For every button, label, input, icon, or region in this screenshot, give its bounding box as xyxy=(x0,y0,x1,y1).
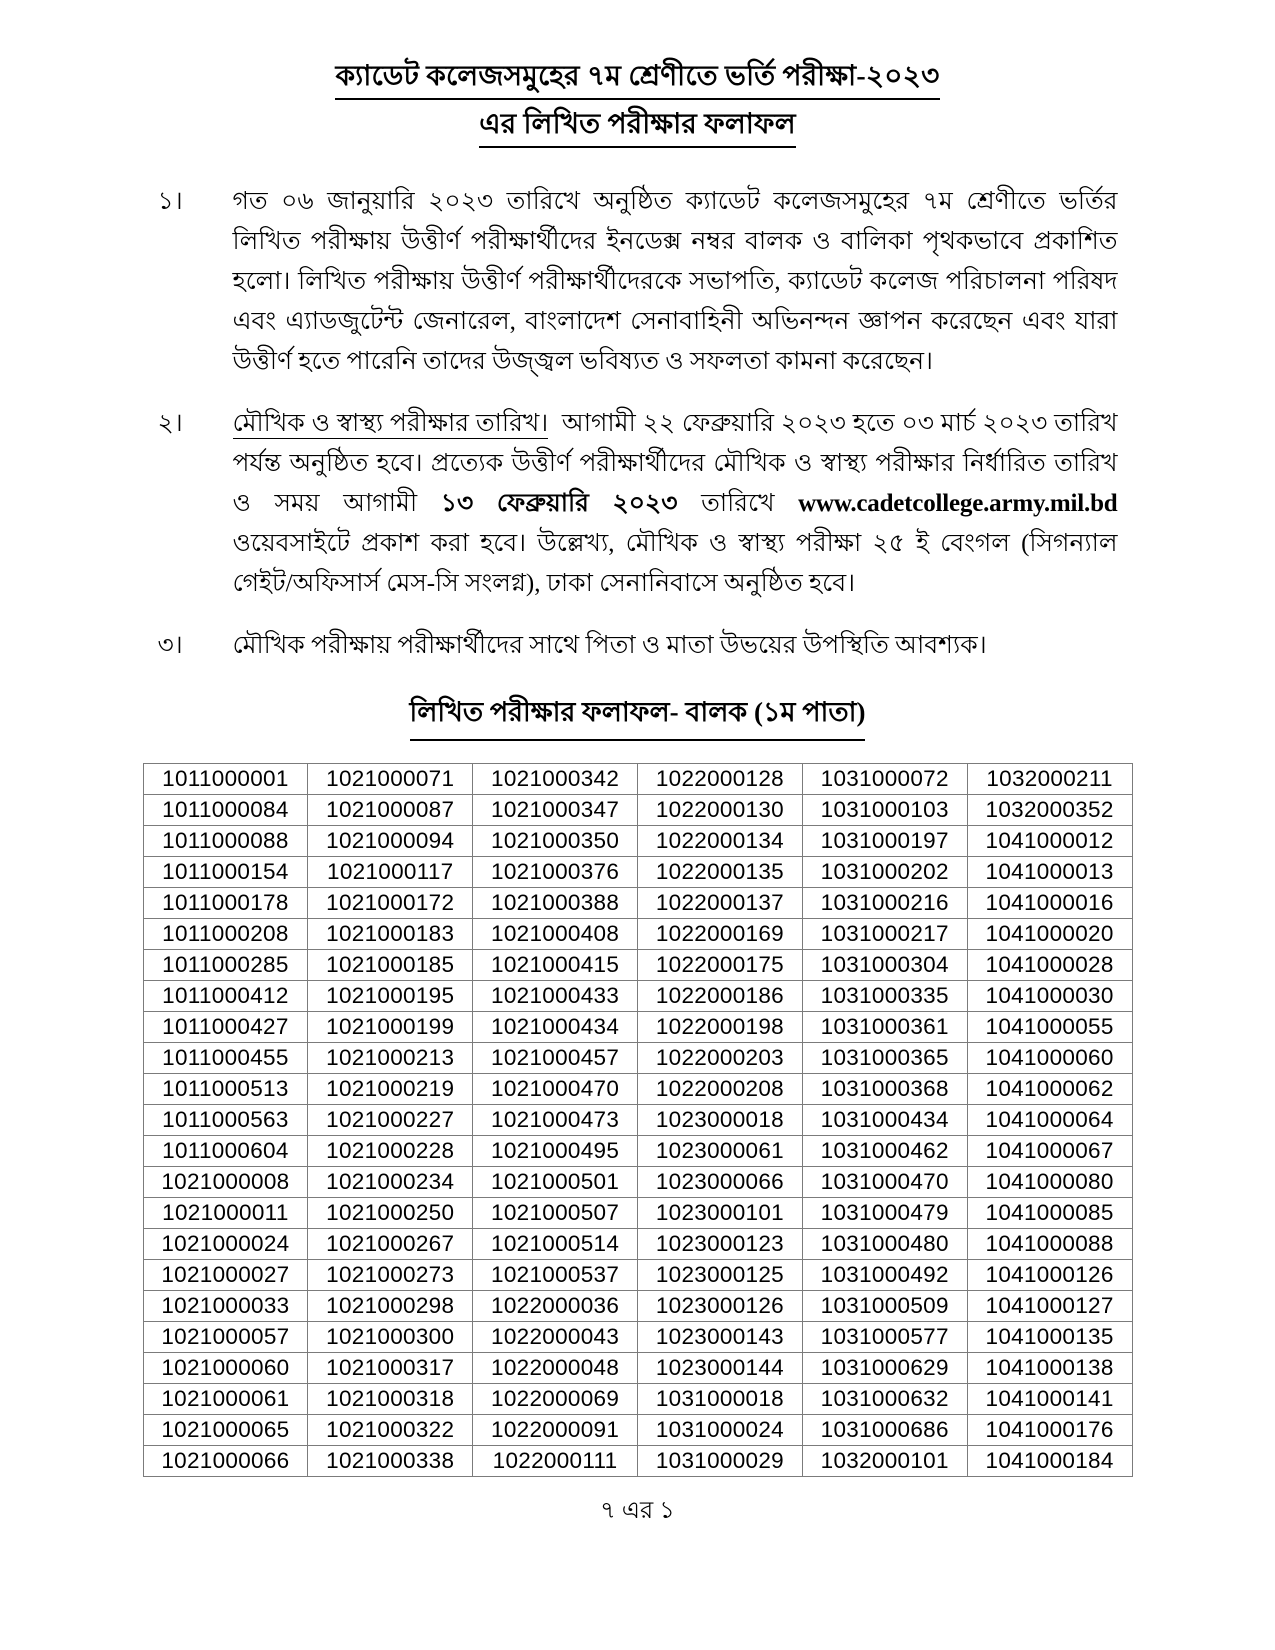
roll-number-cell: 1021000408 xyxy=(473,919,638,950)
result-table-wrap xyxy=(143,763,1133,1477)
table-row xyxy=(143,1043,1132,1074)
roll-number-cell: 1041000016 xyxy=(967,888,1132,919)
roll-number-cell: 1021000537 xyxy=(473,1260,638,1291)
roll-number-cell: 1021000514 xyxy=(473,1229,638,1260)
table-row xyxy=(143,1198,1132,1229)
roll-number-cell: 1022000134 xyxy=(637,826,802,857)
roll-number-cell: 1021000024 xyxy=(143,1229,308,1260)
roll-number-cell: 1023000125 xyxy=(637,1260,802,1291)
roll-number-cell: 1041000127 xyxy=(967,1291,1132,1322)
roll-number-cell: 1023000123 xyxy=(637,1229,802,1260)
roll-number-cell: 1021000066 xyxy=(143,1446,308,1477)
roll-number-cell: 1021000267 xyxy=(308,1229,473,1260)
roll-number-cell: 1011000001 xyxy=(143,764,308,795)
roll-number-cell: 1041000184 xyxy=(967,1446,1132,1477)
table-row xyxy=(143,1136,1132,1167)
roll-number-cell: 1021000322 xyxy=(308,1415,473,1446)
roll-number-cell: 1032000101 xyxy=(802,1446,967,1477)
roll-number-cell: 1021000342 xyxy=(473,764,638,795)
roll-number-cell: 1031000304 xyxy=(802,950,967,981)
table-row xyxy=(143,857,1132,888)
paragraph-1-marker: ১। xyxy=(157,188,183,215)
roll-number-cell: 1031000470 xyxy=(802,1167,967,1198)
roll-number-cell: 1041000060 xyxy=(967,1043,1132,1074)
table-row xyxy=(143,795,1132,826)
result-section-heading xyxy=(0,692,1275,741)
roll-number-cell: 1021000185 xyxy=(308,950,473,981)
roll-number-cell: 1041000012 xyxy=(967,826,1132,857)
roll-number-cell: 1011000178 xyxy=(143,888,308,919)
roll-number-cell: 1041000085 xyxy=(967,1198,1132,1229)
roll-number-cell: 1022000137 xyxy=(637,888,802,919)
roll-number-cell: 1041000028 xyxy=(967,950,1132,981)
paragraph-1-text: গত ০৬ জানুয়ারি ২০২৩ তারিখে অনুষ্ঠিত ক্যাডেট কলেজসমুহের ৭ম শ্রেণীতে ভর্তির লিখিত পরীক্ষায় উত্তীর্ণ পরীক্ষার্থীদের ইনডেক্স নম্বর বালক ও বালিকা পৃথকভাবে প্রকাশিত হলো। লিখিত পরীক্ষায় উত্তীর্ণ পরীক্ষার্থীদেরকে সভাপতি, ক্যাডেট কলেজ পরিচালনা পরিষদ এবং এ্যাডজুটেন্ট জেনারেল, বাংলাদেশ সেনাবাহিনী অভিনন্দন জ্ঞাপন করেছেন এবং যারা উত্তীর্ণ হতে পারেনি তাদের উজ্জ্বল ভবিষ্যত ও সফলতা কামনা করেছেন। xyxy=(232,188,1118,375)
roll-number-cell: 1021000376 xyxy=(473,857,638,888)
roll-number-cell: 1021000457 xyxy=(473,1043,638,1074)
roll-number-cell: 1031000509 xyxy=(802,1291,967,1322)
roll-number-cell: 1022000169 xyxy=(637,919,802,950)
roll-number-cell: 1021000300 xyxy=(308,1322,473,1353)
roll-number-cell: 1011000208 xyxy=(143,919,308,950)
roll-number-cell: 1021000433 xyxy=(473,981,638,1012)
table-row xyxy=(143,1291,1132,1322)
table-row xyxy=(143,1012,1132,1043)
roll-number-cell: 1021000495 xyxy=(473,1136,638,1167)
roll-number-cell: 1021000033 xyxy=(143,1291,308,1322)
document-title-block xyxy=(0,0,1275,148)
roll-number-cell: 1011000084 xyxy=(143,795,308,826)
roll-number-cell: 1041000030 xyxy=(967,981,1132,1012)
roll-number-cell: 1011000088 xyxy=(143,826,308,857)
roll-number-cell: 1022000203 xyxy=(637,1043,802,1074)
table-row xyxy=(143,888,1132,919)
roll-number-cell: 1022000111 xyxy=(473,1446,638,1477)
table-row xyxy=(143,1074,1132,1105)
roll-number-cell: 1021000213 xyxy=(308,1043,473,1074)
roll-number-cell: 1011000455 xyxy=(143,1043,308,1074)
paragraph-2-part-3: ওয়েবসাইটে প্রকাশ করা হবে। উল্লেখ্য, মৌখিক ও স্বাস্থ্য পরীক্ষা ২৫ ই বেংগল (সিগন্যাল গেইট/অফিসার্স মেস-সি সংলগ্ন), ঢাকা সেনানিবাসে অনুষ্ঠিত হবে। xyxy=(232,530,1118,597)
roll-number-cell: 1041000055 xyxy=(967,1012,1132,1043)
roll-number-cell: 1021000507 xyxy=(473,1198,638,1229)
table-row xyxy=(143,1446,1132,1477)
table-row xyxy=(143,826,1132,857)
roll-number-cell: 1021000057 xyxy=(143,1322,308,1353)
roll-number-cell: 1023000144 xyxy=(637,1353,802,1384)
roll-number-cell: 1022000198 xyxy=(637,1012,802,1043)
title-line-2 xyxy=(0,106,1275,148)
roll-number-cell: 1021000008 xyxy=(143,1167,308,1198)
roll-number-cell: 1021000061 xyxy=(143,1384,308,1415)
roll-number-cell: 1023000101 xyxy=(637,1198,802,1229)
roll-number-cell: 1011000154 xyxy=(143,857,308,888)
roll-number-cell: 1041000088 xyxy=(967,1229,1132,1260)
result-table-body xyxy=(143,764,1132,1477)
roll-number-cell: 1023000061 xyxy=(637,1136,802,1167)
paragraph-2 xyxy=(158,404,1118,604)
roll-number-cell: 1031000217 xyxy=(802,919,967,950)
table-row xyxy=(143,1384,1132,1415)
roll-number-cell: 1021000227 xyxy=(308,1105,473,1136)
roll-number-cell: 1011000427 xyxy=(143,1012,308,1043)
roll-number-cell: 1011000412 xyxy=(143,981,308,1012)
table-row xyxy=(143,1322,1132,1353)
roll-number-cell: 1041000135 xyxy=(967,1322,1132,1353)
roll-number-cell: 1021000317 xyxy=(308,1353,473,1384)
roll-number-cell: 1021000350 xyxy=(473,826,638,857)
roll-number-cell: 1041000176 xyxy=(967,1415,1132,1446)
roll-number-cell: 1041000013 xyxy=(967,857,1132,888)
roll-number-cell: 1041000141 xyxy=(967,1384,1132,1415)
roll-number-cell: 1031000632 xyxy=(802,1384,967,1415)
paragraph-3-marker: ৩। xyxy=(157,632,183,659)
roll-number-cell: 1021000219 xyxy=(308,1074,473,1105)
roll-number-cell: 1041000064 xyxy=(967,1105,1132,1136)
roll-number-cell: 1021000195 xyxy=(308,981,473,1012)
roll-number-cell: 1041000020 xyxy=(967,919,1132,950)
roll-number-cell: 1031000335 xyxy=(802,981,967,1012)
document-body xyxy=(158,148,1118,666)
page-footer xyxy=(0,1492,1275,1532)
roll-number-cell: 1022000135 xyxy=(637,857,802,888)
roll-number-cell: 1011000513 xyxy=(143,1074,308,1105)
table-row xyxy=(143,981,1132,1012)
roll-number-cell: 1031000216 xyxy=(802,888,967,919)
roll-number-cell: 1041000062 xyxy=(967,1074,1132,1105)
roll-number-cell: 1031000492 xyxy=(802,1260,967,1291)
roll-number-cell: 1021000470 xyxy=(473,1074,638,1105)
roll-number-cell: 1031000434 xyxy=(802,1105,967,1136)
roll-number-cell: 1021000434 xyxy=(473,1012,638,1043)
table-row xyxy=(143,1167,1132,1198)
oral-exam-date-label: মৌখিক ও স্বাস্থ্য পরীক্ষার তারিখ। xyxy=(232,410,549,437)
roll-number-cell: 1031000361 xyxy=(802,1012,967,1043)
roll-number-cell: 1022000043 xyxy=(473,1322,638,1353)
roll-number-cell: 1021000172 xyxy=(308,888,473,919)
title-line-1 xyxy=(0,58,1275,100)
roll-number-cell: 1021000094 xyxy=(308,826,473,857)
roll-number-cell: 1022000036 xyxy=(473,1291,638,1322)
paragraph-2-text xyxy=(233,404,1118,604)
roll-number-cell: 1021000011 xyxy=(143,1198,308,1229)
roll-number-cell: 1021000027 xyxy=(143,1260,308,1291)
roll-number-cell: 1021000501 xyxy=(473,1167,638,1198)
table-row xyxy=(143,1105,1132,1136)
paragraph-2-marker: ২। xyxy=(157,410,183,437)
roll-number-cell: 1041000138 xyxy=(967,1353,1132,1384)
roll-number-cell: 1021000087 xyxy=(308,795,473,826)
title-line-2-text: এর লিখিত পরীক্ষার ফলাফল xyxy=(479,106,796,148)
title-line-1-text: ক্যাডেট কলেজসমুহের ৭ম শ্রেণীতে ভর্তি পরীক্ষা-২০২৩ xyxy=(335,58,939,100)
roll-number-cell: 1021000415 xyxy=(473,950,638,981)
roll-number-cell: 1021000228 xyxy=(308,1136,473,1167)
roll-number-cell: 1021000065 xyxy=(143,1415,308,1446)
roll-number-cell: 1022000069 xyxy=(473,1384,638,1415)
roll-number-cell: 1021000298 xyxy=(308,1291,473,1322)
roll-number-cell: 1022000048 xyxy=(473,1353,638,1384)
roll-number-cell: 1021000250 xyxy=(308,1198,473,1229)
paragraph-2-part-1: আগামী ২২ ফেব্রুয়ারি ২০২৩ হতে ০৩ মার্চ ২০২৩ তারিখ পর্যন্ত অনুষ্ঠিত হবে। প্রত্যেক উত্তীর্ণ পরীক্ষার্থীদের মৌখিক ও স্বাস্থ্য পরীক্ষার নির্ধারিত তারিখ ও সময় আগামী xyxy=(232,410,1118,517)
roll-number-cell: 1021000117 xyxy=(308,857,473,888)
paragraph-1 xyxy=(158,182,1118,382)
roll-number-cell: 1023000143 xyxy=(637,1322,802,1353)
roll-number-cell: 1031000479 xyxy=(802,1198,967,1229)
roll-number-cell: 1031000629 xyxy=(802,1353,967,1384)
roll-number-cell: 1041000080 xyxy=(967,1167,1132,1198)
roll-number-cell: 1031000686 xyxy=(802,1415,967,1446)
page-number-label: ৭ এর ১ xyxy=(600,1498,675,1524)
table-row xyxy=(143,919,1132,950)
roll-number-cell: 1041000067 xyxy=(967,1136,1132,1167)
result-section-heading-text: লিখিত পরীক্ষার ফলাফল- বালক (১ম পাতা) xyxy=(410,692,866,741)
roll-number-cell: 1031000577 xyxy=(802,1322,967,1353)
table-row xyxy=(143,1415,1132,1446)
roll-number-cell: 1031000072 xyxy=(802,764,967,795)
roll-number-cell: 1021000347 xyxy=(473,795,638,826)
table-row xyxy=(143,1260,1132,1291)
roll-number-cell: 1021000273 xyxy=(308,1260,473,1291)
roll-number-cell: 1023000126 xyxy=(637,1291,802,1322)
roll-number-cell: 1031000202 xyxy=(802,857,967,888)
roll-number-cell: 1022000091 xyxy=(473,1415,638,1446)
roll-number-cell: 1031000029 xyxy=(637,1446,802,1477)
roll-number-cell: 1031000365 xyxy=(802,1043,967,1074)
roll-number-cell: 1031000103 xyxy=(802,795,967,826)
roll-number-cell: 1021000234 xyxy=(308,1167,473,1198)
roll-number-cell: 1022000186 xyxy=(637,981,802,1012)
roll-number-cell: 1021000473 xyxy=(473,1105,638,1136)
paragraph-3-text: মৌখিক পরীক্ষায় পরীক্ষার্থীদের সাথে পিতা ও মাতা উভয়ের উপস্থিতি আবশ্যক। xyxy=(232,632,987,659)
roll-number-cell: 1021000318 xyxy=(308,1384,473,1415)
roll-number-cell: 1022000175 xyxy=(637,950,802,981)
roll-number-cell: 1031000018 xyxy=(637,1384,802,1415)
roll-number-cell: 1031000197 xyxy=(802,826,967,857)
paragraph-3 xyxy=(158,626,1118,666)
roll-number-cell: 1022000130 xyxy=(637,795,802,826)
roll-number-cell: 1032000211 xyxy=(967,764,1132,795)
roll-number-cell: 1021000071 xyxy=(308,764,473,795)
roll-number-cell: 1031000462 xyxy=(802,1136,967,1167)
table-row xyxy=(143,1229,1132,1260)
roll-number-cell: 1041000126 xyxy=(967,1260,1132,1291)
roll-number-cell: 1032000352 xyxy=(967,795,1132,826)
roll-number-cell: 1011000604 xyxy=(143,1136,308,1167)
roll-number-cell: 1031000480 xyxy=(802,1229,967,1260)
table-row xyxy=(143,764,1132,795)
roll-number-cell: 1031000024 xyxy=(637,1415,802,1446)
roll-number-cell: 1021000199 xyxy=(308,1012,473,1043)
roll-number-cell: 1011000285 xyxy=(143,950,308,981)
result-table xyxy=(143,763,1133,1477)
roll-number-cell: 1021000338 xyxy=(308,1446,473,1477)
roll-number-cell: 1021000060 xyxy=(143,1353,308,1384)
roll-number-cell: 1022000208 xyxy=(637,1074,802,1105)
paragraph-2-part-2: তারিখে xyxy=(677,490,799,517)
roll-number-cell: 1031000368 xyxy=(802,1074,967,1105)
roll-number-cell: 1023000018 xyxy=(637,1105,802,1136)
publication-date: ১৩ ফেব্রুয়ারি ২০২৩ xyxy=(440,490,678,517)
table-row xyxy=(143,950,1132,981)
roll-number-cell: 1021000183 xyxy=(308,919,473,950)
roll-number-cell: 1023000066 xyxy=(637,1167,802,1198)
roll-number-cell: 1022000128 xyxy=(637,764,802,795)
roll-number-cell: 1011000563 xyxy=(143,1105,308,1136)
roll-number-cell: 1021000388 xyxy=(473,888,638,919)
website-url[interactable]: www.cadetcollege.army.mil.bd xyxy=(798,490,1118,517)
table-row xyxy=(143,1353,1132,1384)
